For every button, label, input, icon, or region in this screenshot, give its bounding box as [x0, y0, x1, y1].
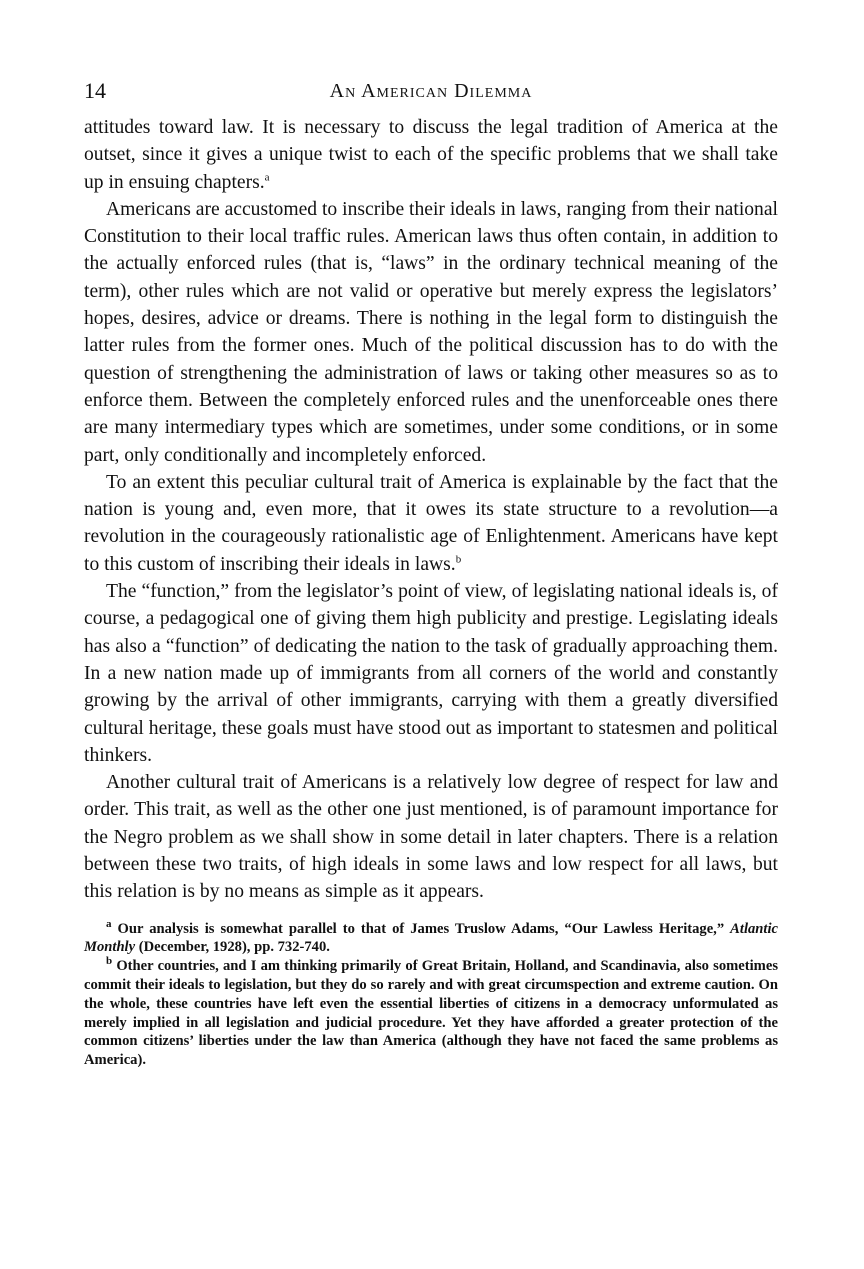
paragraph-3: To an extent this peculiar cultural trait of America is explainable by the fact that the nation is young and, even more, that it owes its state structure to a revolution—a revolution in the courageously rationalistic age of Enlightenment. Americans have kept to this custom of inscribing their ideals in laws.$^b$ — [84, 471, 778, 575]
book-page — [84, 78, 778, 1070]
footnotes — [84, 917, 778, 1070]
paragraph-4: The “function,” from the legislator’s point of view, of legislating national ideals is, of course, a pedagogical one of giving them high publicity and prestige. Legislating ideals has also a “function” of dedicating the nation to the task of gradually approaching them. In a new nation made up of immigrants from all corners of the world and constantly growing by the arrival of other immigrants, carrying with them a greatly diversified cultural heritage, these goals must have stood out as important to statesmen and political thinkers. — [84, 581, 778, 766]
page-header — [84, 78, 778, 108]
footnote-mark-a: a — [106, 917, 112, 930]
paragraph-5: Another cultural trait of Americans is a relatively low degree of respect for law and order. This trait, as well as the other one just mentioned, is of paramount importance for the Negro problem as we shall show in some detail in later chapters. There is a relation between these two traits, of high ideals in some laws and low respect for all laws, but this relation is by no means as simple as it appears. — [84, 772, 778, 903]
paragraph-2: Americans are accustomed to inscribe their ideals in laws, ranging from their national Constitution to their local traffic rules. American laws thus often contain, in addition to the actually enforced rules (that is, “laws” in the ordinary technical meaning of the term), other rules which are not valid or operative but merely express the legislators’ hopes, desires, advice or dreams. There is nothing in the legal form to distinguish the latter rules from the former ones. Much of the political discussion has to do with the question of strengthening the administration of laws or taking other measures so as to enforce them. Between the completely enforced rules and the unenforceable ones there are many intermediary types which are sometimes, under some conditions, or in some part, only conditionally and incompletely enforced. — [84, 198, 778, 466]
page-number: 14 — [84, 78, 106, 103]
paragraph-1: attitudes toward law. It is necessary to discuss the legal tradition of America at the outset, since it gives a unique twist to each of the specific problems that we shall take up in ensuing chapters.$^a$ — [84, 117, 778, 193]
footnote-ref-a: a — [264, 171, 270, 184]
body-text — [84, 114, 778, 906]
running-head: An American Dilemma — [329, 80, 533, 102]
footnote-a-journal: Atlantic Monthly — [84, 920, 778, 956]
footnote-b: $^b$ Other countries, and I am thinking primarily of Great Britain, Holland, and Scandinavia, also sometimes commit their ideals to legislation, but they do so rarely and with great circumspection and extreme caution. On the whole, these countries have left even the essential liberties of citizens in a democracy unformulated as merely implied in all legislation and judicial procedure. Yet they have afforded a greater protection of the common citizens’ liberties under the law than America (although they have not faced the same problems as America). — [84, 955, 778, 1069]
footnote-a: $^a$ Our analysis is somewhat parallel to that of James Truslow Adams, “Our Lawless Heritage,” Atlantic Monthly (December, 1928), pp. 732-740. — [84, 917, 778, 956]
footnote-ref-b: b — [455, 553, 462, 566]
footnote-mark-b: b — [106, 955, 113, 968]
